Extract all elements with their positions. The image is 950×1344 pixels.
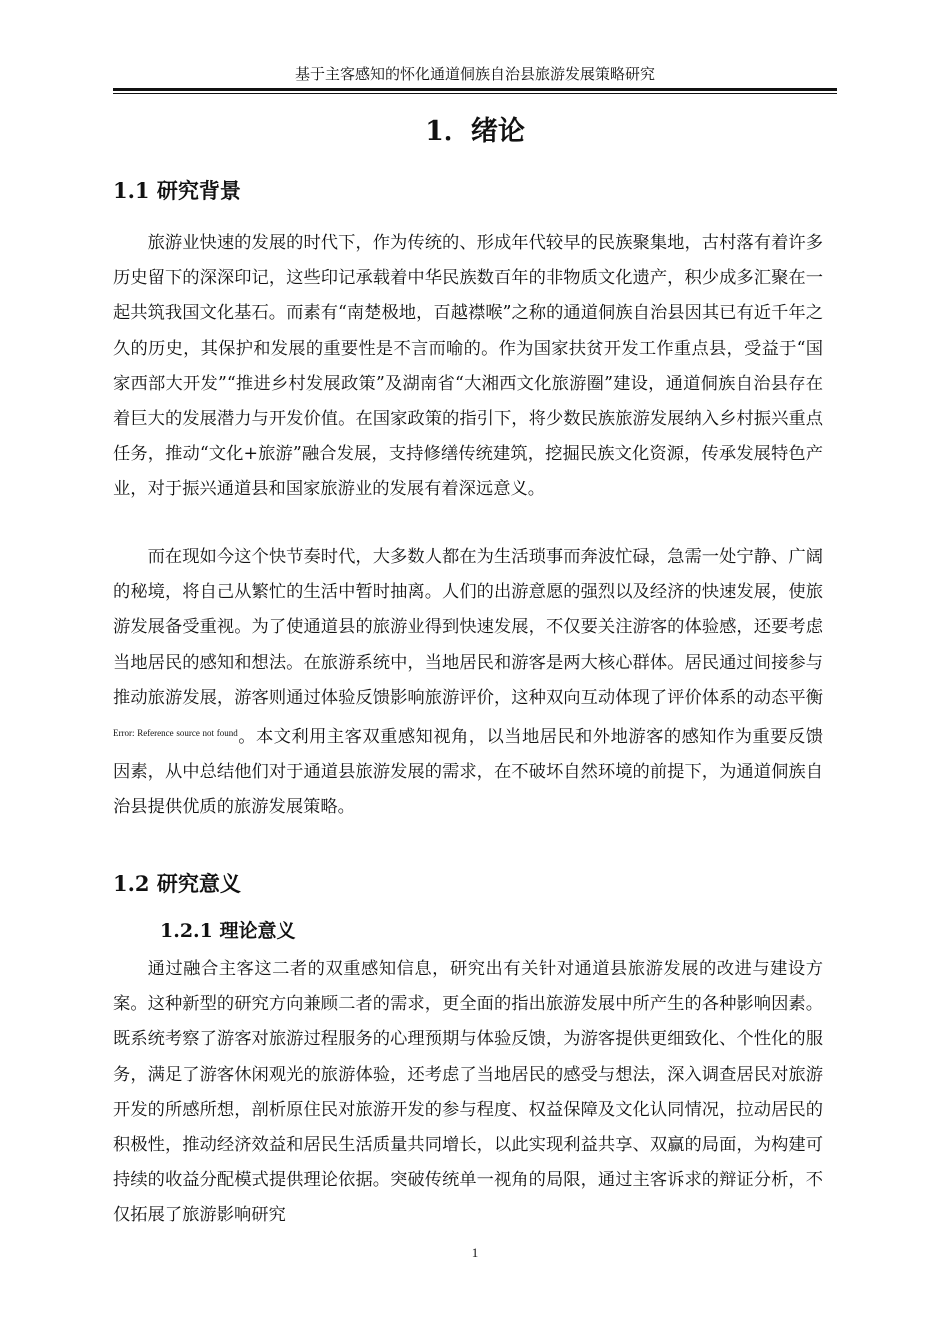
subsection-heading-1-2-1: 1.2.1 理论意义 bbox=[160, 920, 296, 942]
header-rule-thin bbox=[113, 93, 837, 94]
reference-error-note: Error: Reference source not found bbox=[113, 728, 238, 739]
paragraph-background-2 bbox=[113, 540, 823, 826]
header-rule-thick bbox=[113, 88, 837, 91]
chapter-title: 1．绪论 bbox=[425, 116, 525, 147]
paragraph-background-2-tail: 。本文利用主客双重感知视角，以当地居民和外地游客的感知作为重要反馈因素，从中总结他们对于通道县旅游发展的需求，在不破坏自然环境的前提下，为通道侗族自治县提供优质的旅游发展策略。 bbox=[113, 727, 823, 818]
paragraph-background-2-text: 而在现如今这个快节奏时代，大多数人都在为生活琐事而奔波忙碌，急需一处宁静、广阔的秘境，将自己从繁忙的生活中暂时抽离。人们的出游意愿的强烈以及经济的快速发展，使旅游发展备受重视。为了使通道县的旅游业得到快速发展，不仅要关注游客的体验感，还要考虑当地居民的感知和想法。在旅游系统中，当地居民和游客是两大核心群体。居民通过间接参与推动旅游发展，游客则通过体验反馈影响旅游评价，这种双向互动体现了评价体系的动态平衡 bbox=[113, 547, 823, 708]
page-number: 1 bbox=[471, 1245, 479, 1260]
section-heading-1-2: 1.2 研究意义 bbox=[113, 871, 241, 896]
running-header: 基于主客感知的怀化通道侗族自治县旅游发展策略研究 bbox=[294, 65, 655, 83]
paragraph-theory: 通过融合主客这二者的双重感知信息，研究出有关针对通道县旅游发展的改进与建设方案。这种新型的研究方向兼顾二者的需求，更全面的指出旅游发展中所产生的各种影响因素。既系统考察了游客对旅游过程服务的心理预期与体验反馈，为游客提供更细致化、个性化的服务，满足了游客休闲观光的旅游体验，还考虑了当地居民的感受与想法，深入调查居民对旅游开发的所感所想，剖析原住民对旅游开发的参与程度、权益保障及文化认同情况，拉动居民的积极性，推动经济效益和居民生活质量共同增长，以此实现利益共享、双赢的局面，为构建可持续的收益分配模式提供理论依据。突破传统单一视角的局限，通过主客诉求的辩证分析，不仅拓展了旅游影响研究 bbox=[113, 959, 823, 1226]
paragraph-background-1: 旅游业快速的发展的时代下，作为传统的、形成年代较早的民族聚集地，古村落有着许多历史留下的深深印记，这些印记承载着中华民族数百年的非物质文化遗产，积少成多汇聚在一起共筑我国文化基石。而素有“南楚极地，百越襟喉”之称的通道侗族自治县因其已有近千年之久的历史，其保护和发展的重要性是不言而喻的。作为国家扶贫开发工作重点县，受益于“国家西部大开发”“推进乡村发展政策”及湖南省“大湘西文化旅游圈”建设，通道侗族自治县存在着巨大的发展潜力与开发价值。在国家政策的指引下，将少数民族旅游发展纳入乡村振兴重点任务，推动“文化+旅游”融合发展，支持修缮传统建筑，挖掘民族文化资源，传承发展特色产业，对于振兴通道县和国家旅游业的发展有着深远意义。 bbox=[113, 233, 823, 500]
section-heading-1-1: 1.1 研究背景 bbox=[113, 178, 241, 203]
